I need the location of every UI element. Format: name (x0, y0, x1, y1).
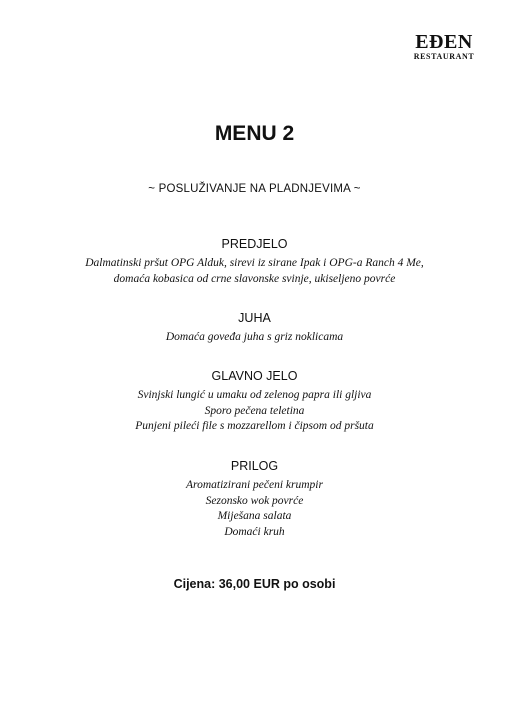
menu-item: Aromatizirani pečeni krumpir (186, 479, 323, 491)
menu-item: Domaća goveđa juha s griz noklicama (165, 331, 344, 343)
section-heading: GLAVNO JELO (211, 369, 298, 383)
section-heading: PREDJELO (221, 237, 288, 251)
menu-item: Punjeni pileći file s mozzarellom i čipsom od pršuta (135, 420, 374, 432)
section-glavno-jelo (0, 369, 509, 435)
price-line: Cijena: 36,00 EUR po osobi (173, 577, 336, 591)
menu-item: Domaći kruh (224, 525, 285, 538)
menu-item: Svinjski lungić u umaku od zelenog papra ili gljiva (137, 389, 372, 401)
menu-title: MENU 2 (214, 122, 295, 145)
restaurant-logo (408, 32, 480, 61)
menu-item: Sporo pečena teletina (204, 404, 305, 417)
logo-subtitle: RESTAURANT (413, 52, 475, 61)
logo-name: EĐEN (415, 31, 473, 53)
menu-item: Miješana salata (217, 510, 292, 522)
menu-subtitle: ~ POSLUŽIVANJE NA PLADNJEVIMA ~ (148, 183, 361, 195)
menu-item: Sezonsko wok povrće (205, 494, 304, 507)
menu-item: Dalmatinski pršut OPG Alduk, sirevi iz sirane Ipak i OPG-a Ranch 4 Me, (85, 257, 424, 269)
section-juha (0, 311, 509, 346)
section-predjelo (0, 237, 509, 287)
section-prilog (0, 459, 509, 540)
menu-item: domaća kobasica od crne slavonske svinje, ukiseljeno povrće (113, 272, 396, 285)
section-heading: JUHA (238, 311, 271, 325)
section-heading: PRILOG (230, 459, 279, 473)
